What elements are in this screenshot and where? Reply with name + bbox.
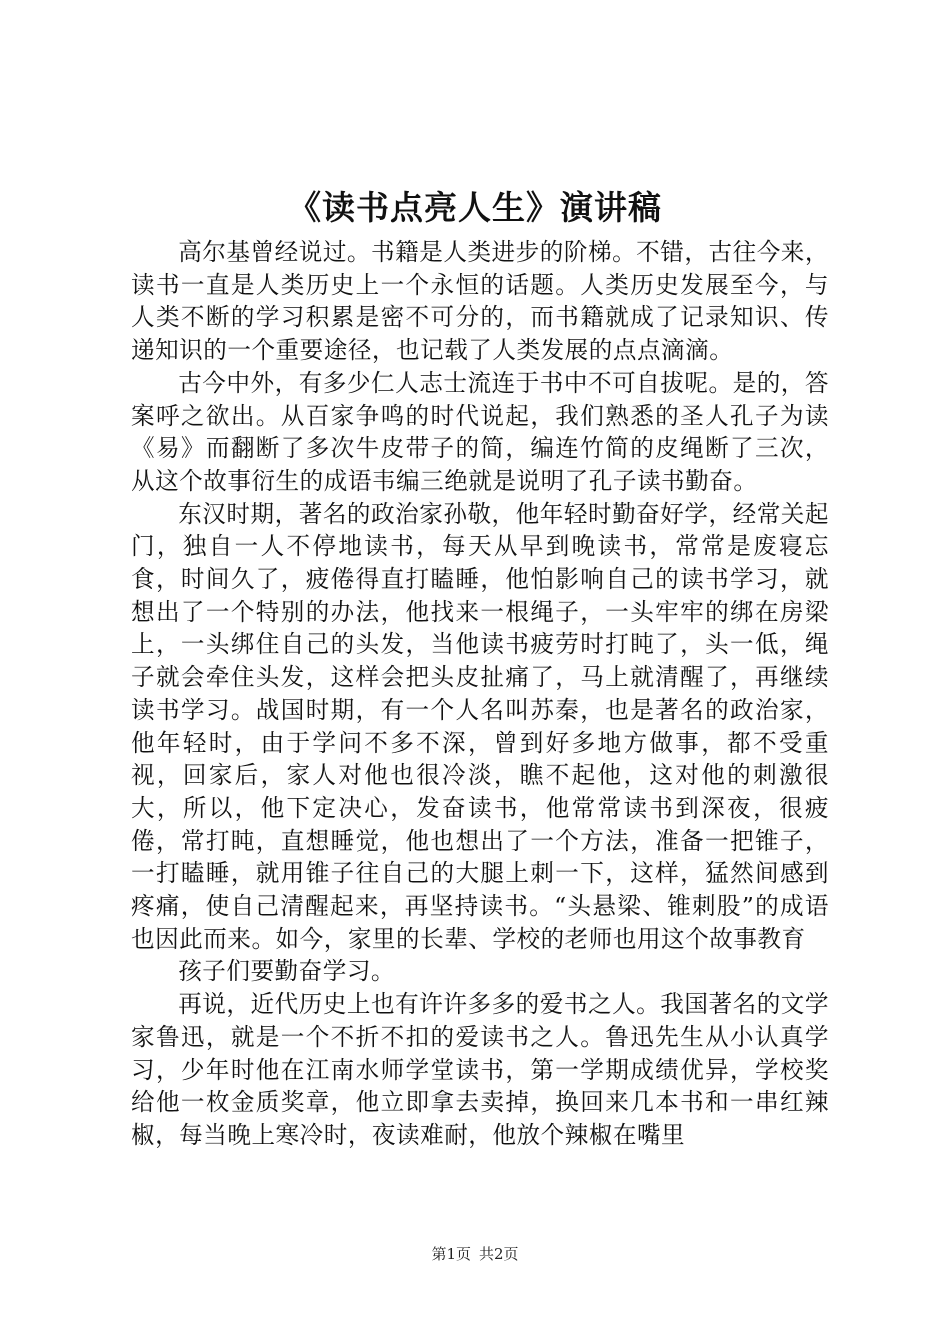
page-footer xyxy=(0,1244,950,1264)
paragraph: 孩子们要勤奋学习。 xyxy=(178,957,396,986)
paragraph: 东汉时期，著名的政治家孙敬，他年轻时勤奋好学，经常关起门，独自一人不停地读书，每天从早到晚读书，常常是废寝忘食，时间久了，疲倦得直打瞌睡，他怕影响自己的读书学习，就想出了一个特别的办法，他找来一根绳子，一头牢牢的绑在房梁上，一头绑住自己的头发，当他读书疲劳时打盹了，头一低，绳子就会牵住头发，这样会把头皮扯痛了，马上就清醒了，再继续读书学习。战国时期，有一个人名叫苏秦，也是著名的政治家，他年轻时，由于学问不多不深，曾到好多地方做事，都不受重视，回家后，家人对他也很冷淡，瞧不起他，这对他的刺激很大，所以，他下定决心，发奋读书，他常常读书到深夜，很疲倦，常打盹，直想睡觉，他也想出了一个方法，准备一把锥子，一打瞌睡，就用锥子往自己的大腿上刺一下，这样，猛然间感到疼痛，使自己清醒起来，再坚持读书。“头悬梁、锥刺股”的成语也因此而来。如今，家里的长辈、学校的老师也用这个故事教育 xyxy=(131,499,829,953)
document-title: 《读书点亮人生》演讲稿 xyxy=(288,188,662,227)
page-number: 第1页 xyxy=(431,1245,471,1263)
page-total: 共2页 xyxy=(479,1245,519,1263)
paragraph: 古今中外，有多少仁人志士流连于书中不可自拔呢。是的，答案呼之欲出。从百家争鸣的时代说起，我们熟悉的圣人孔子为读《易》而翻断了多次牛皮带子的简，编连竹简的皮绳断了三次，从这个故事衍生的成语韦编三绝就是说明了孔子读书勤奋。 xyxy=(131,368,829,495)
document-body xyxy=(131,236,829,1152)
paragraph: 高尔基曾经说过。书籍是人类进步的阶梯。不错，古往今来，读书一直是人类历史上一个永恒的话题。人类历史发展至今，与人类不断的学习积累是密不可分的，而书籍就成了记录知识、传递知识的一个重要途径，也记载了人类发展的点点滴滴。 xyxy=(131,238,829,365)
paragraph: 再说，近代历史上也有许许多多的爱书之人。我国著名的文学家鲁迅，就是一个不折不扣的爱读书之人。鲁迅先生从小认真学习，少年时他在江南水师学堂读书，第一学期成绩优异，学校奖给他一枚金质奖章，他立即拿去卖掉，换回来几本书和一串红辣椒，每当晚上寒冷时，夜读难耐，他放个辣椒在嘴里 xyxy=(131,990,829,1149)
